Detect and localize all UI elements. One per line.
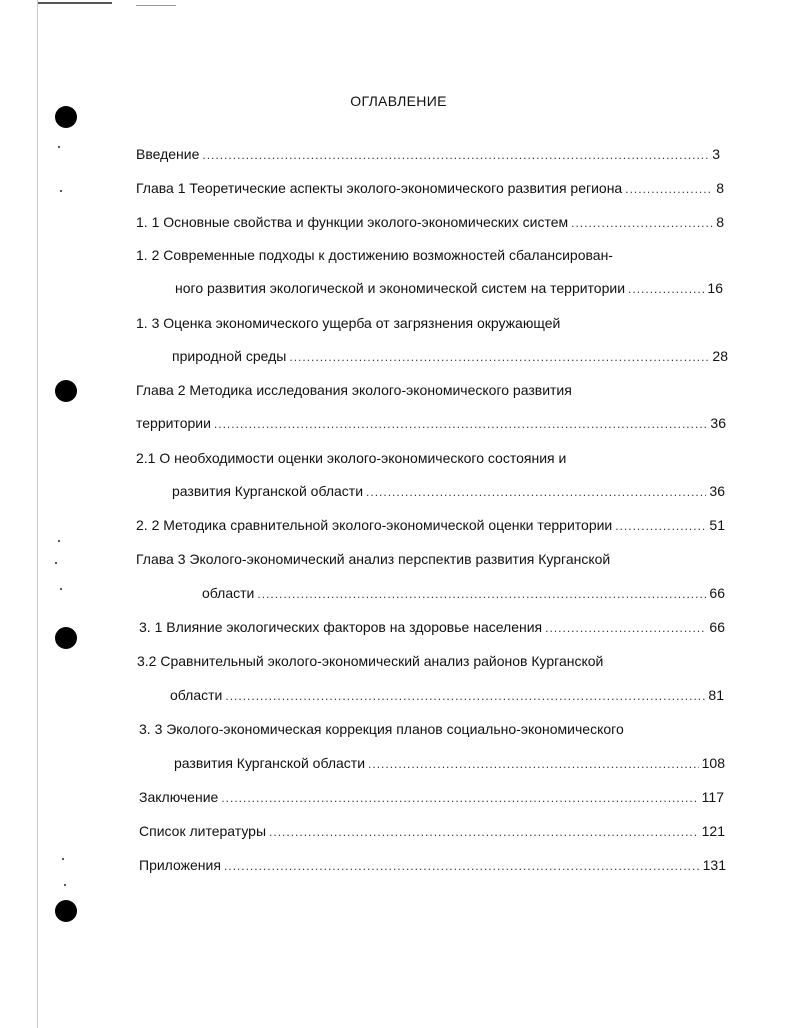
toc-entry-page: 8 bbox=[716, 214, 724, 230]
toc-entry-text: территории bbox=[136, 415, 211, 431]
toc-entry bbox=[136, 179, 724, 198]
punch-hole bbox=[55, 106, 77, 128]
scan-scratch bbox=[38, 2, 112, 4]
toc-entry-page: 3 bbox=[712, 146, 720, 162]
toc-entry bbox=[174, 754, 725, 773]
toc-entry-page: 66 bbox=[709, 585, 725, 601]
toc-entry-text: Глава 2 Методика исследования эколого-экономического развития bbox=[136, 382, 572, 398]
toc-entry-text: 3. 1 Влияние экологических факторов на здоровье населения bbox=[139, 619, 543, 635]
dot-leader bbox=[289, 348, 709, 366]
dot-leader bbox=[615, 517, 706, 535]
toc-entry bbox=[136, 314, 560, 332]
toc-entry bbox=[172, 482, 725, 501]
toc-entry-page: 36 bbox=[709, 483, 725, 499]
dot-leader bbox=[221, 789, 698, 807]
toc-entry bbox=[139, 822, 725, 841]
punch-hole bbox=[55, 380, 77, 402]
toc-entry-text: природной среды bbox=[172, 348, 287, 364]
punch-hole bbox=[55, 627, 77, 649]
toc-entry bbox=[136, 381, 572, 399]
scan-left-edge bbox=[37, 0, 38, 1028]
dot-leader bbox=[368, 755, 699, 773]
toc-entry bbox=[136, 145, 720, 164]
dot-leader bbox=[269, 823, 699, 841]
toc-entry-text: развития Курганской области bbox=[174, 755, 366, 771]
dot-leader bbox=[214, 415, 708, 433]
toc-entry bbox=[202, 584, 725, 603]
dot-leader bbox=[545, 619, 706, 637]
toc-entry-text: области bbox=[170, 687, 223, 703]
scan-speck bbox=[64, 884, 66, 886]
toc-entry-text: развития Курганской области bbox=[172, 483, 364, 499]
toc-entry-page: 8 bbox=[716, 180, 724, 196]
toc-entry-text: ного развития экологической и экономической систем на территории bbox=[175, 280, 626, 296]
toc-entry bbox=[136, 414, 726, 433]
scan-speck bbox=[62, 858, 64, 860]
toc-entry-text: 1. 2 Современные подходы к достижению возможностей сбалансирован- bbox=[136, 247, 613, 263]
toc-entry bbox=[139, 720, 624, 738]
toc-entry-text: Приложения bbox=[139, 857, 221, 873]
toc-entry-text: Список литературы bbox=[139, 823, 267, 839]
toc-entry-page: 66 bbox=[709, 619, 725, 635]
punch-hole bbox=[55, 900, 77, 922]
dot-leader bbox=[625, 180, 713, 198]
toc-entry bbox=[136, 516, 725, 535]
toc-entry-page: 36 bbox=[710, 415, 726, 431]
toc-entry-text: 1. 1 Основные свойства и функции эколого-экономических систем bbox=[136, 214, 569, 230]
dot-leader bbox=[571, 214, 713, 232]
dot-leader bbox=[257, 585, 706, 603]
dot-leader bbox=[224, 857, 700, 875]
toc-entry-text: области bbox=[202, 585, 255, 601]
scan-scratch bbox=[136, 5, 176, 6]
dot-leader bbox=[225, 687, 705, 705]
toc-entry-text: Глава 1 Теоретические аспекты эколого-экономического развития региона bbox=[136, 180, 623, 196]
scan-speck bbox=[58, 540, 60, 542]
toc-entry bbox=[137, 652, 603, 670]
dot-leader bbox=[628, 280, 704, 298]
toc-entry-page: 117 bbox=[701, 789, 724, 805]
toc-entry bbox=[139, 788, 724, 807]
toc-entry bbox=[170, 686, 724, 705]
dot-leader bbox=[366, 483, 706, 501]
toc-entry bbox=[172, 347, 728, 366]
scan-speck bbox=[60, 190, 62, 192]
toc-entry bbox=[139, 618, 725, 637]
toc-entry bbox=[136, 246, 613, 264]
toc-entry-text: 2.1 О необходимости оценки эколого-экономического состояния и bbox=[136, 450, 567, 466]
toc-entry-text: Заключение bbox=[139, 789, 219, 805]
toc-entry-text: Глава 3 Эколого-экономический анализ перспектив развития Курганской bbox=[136, 551, 611, 567]
scan-speck bbox=[60, 588, 62, 590]
dot-leader bbox=[202, 146, 709, 164]
toc-entry-page: 121 bbox=[701, 823, 725, 839]
toc-entry-page: 131 bbox=[702, 857, 726, 873]
toc-entry bbox=[136, 449, 566, 467]
toc-entry bbox=[136, 550, 610, 568]
page-title: ОГЛАВЛЕНИЕ bbox=[350, 93, 447, 109]
toc-entry-page: 16 bbox=[707, 280, 723, 296]
toc-entry bbox=[139, 856, 726, 875]
toc-entry-text: 2. 2 Методика сравнительной эколого-экономической оценки территории bbox=[136, 517, 613, 533]
toc-entry-text: 3. 3 Эколого-экономическая коррекция планов социально-экономического bbox=[139, 721, 624, 737]
toc-entry-page: 28 bbox=[712, 348, 728, 364]
toc-entry-text: 1. 3 Оценка экономического ущерба от загрязнения окружающей bbox=[136, 315, 561, 331]
toc-entry bbox=[175, 279, 723, 298]
scan-speck bbox=[55, 562, 57, 564]
toc-entry-page: 81 bbox=[708, 687, 724, 703]
toc-entry-page: 108 bbox=[701, 755, 725, 771]
toc-entry-text: Введение bbox=[136, 146, 200, 162]
toc-entry-text: 3.2 Сравнительный эколого-экономический анализ районов Курганской bbox=[137, 653, 604, 669]
toc-entry bbox=[136, 213, 724, 232]
toc-entry-page: 51 bbox=[709, 517, 725, 533]
scan-speck bbox=[58, 146, 60, 148]
